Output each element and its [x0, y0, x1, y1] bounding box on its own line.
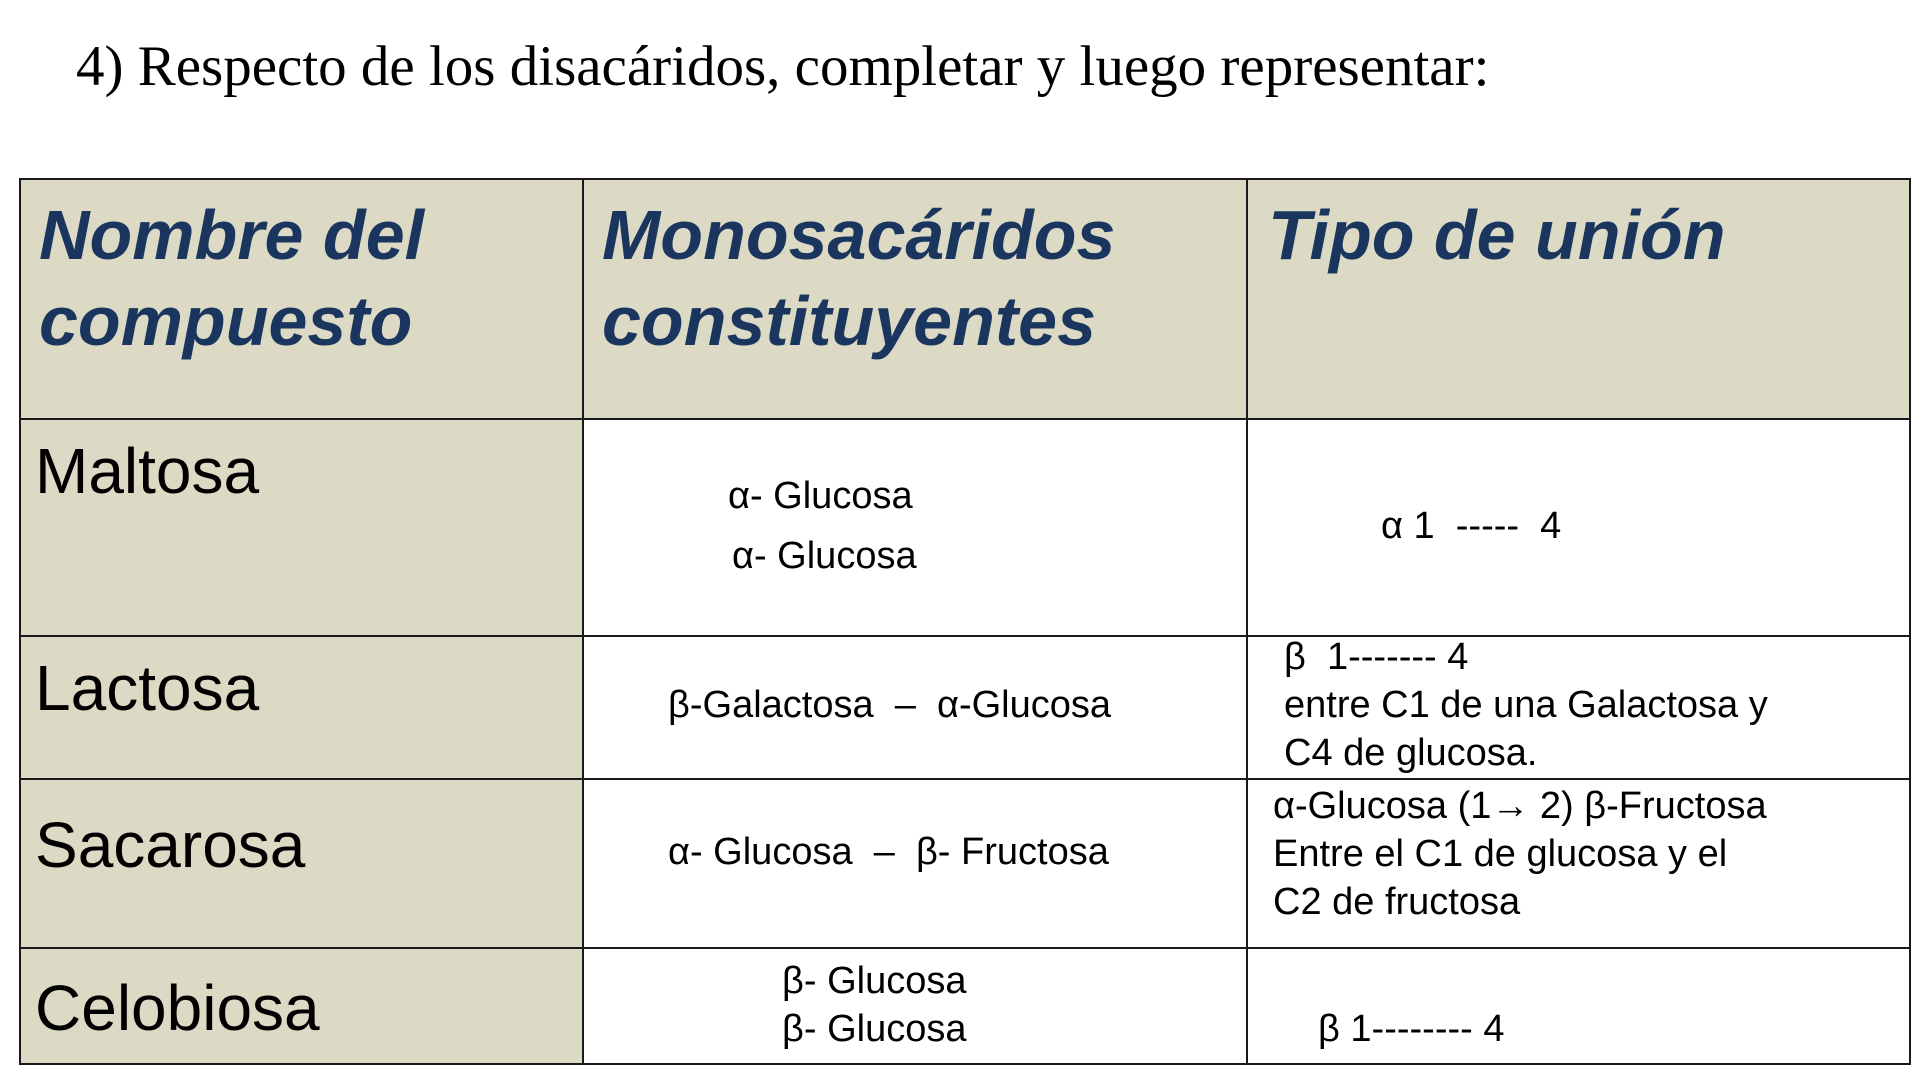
monosaccharide-line: β- Glucosa: [782, 960, 967, 1002]
compound-name: Sacarosa: [35, 809, 306, 881]
disaccharide-table: [19, 178, 1911, 1065]
monosaccharide-line: β- Glucosa: [782, 1008, 967, 1050]
header-mono-line1: Monosacáridos: [602, 196, 1116, 274]
monosaccharides-cell: [583, 779, 1247, 948]
bond-line: β 1-------- 4: [1318, 1008, 1505, 1050]
compound-name: Lactosa: [35, 652, 260, 724]
header-mono-line2: constituyentes: [602, 282, 1096, 360]
monosaccharides-cell: [583, 948, 1247, 1064]
compound-name-cell: [20, 636, 583, 779]
table-row: [20, 948, 1910, 1064]
header-name-line1: Nombre del: [39, 196, 425, 274]
bond-type-cell: [1247, 948, 1910, 1064]
monosaccharide-line: α- Glucosa – β- Fructosa: [668, 831, 1109, 873]
table-row: [20, 779, 1910, 948]
compound-name: Maltosa: [35, 435, 260, 507]
bond-line: C4 de glucosa.: [1284, 732, 1538, 774]
bond-line: β 1------- 4: [1284, 636, 1469, 678]
compound-name-cell: [20, 779, 583, 948]
monosaccharides-cell: [583, 419, 1247, 636]
bond-line: α 1 ----- 4: [1381, 505, 1562, 547]
header-name-line2: compuesto: [39, 282, 413, 360]
table-row: [20, 419, 1910, 636]
compound-name: Celobiosa: [35, 972, 320, 1044]
monosaccharides-cell: [583, 636, 1247, 779]
compound-name-cell: [20, 948, 583, 1064]
bond-type-cell: [1247, 419, 1910, 636]
bond-line: Entre el C1 de glucosa y el: [1273, 833, 1728, 875]
compound-name-cell: [20, 419, 583, 636]
header-cell-name: [20, 179, 583, 419]
bond-type-cell: [1247, 636, 1910, 779]
header-cell-bond-type: [1247, 179, 1910, 419]
bond-type-cell: [1247, 779, 1910, 948]
monosaccharide-line: β-Galactosa – α-Glucosa: [668, 684, 1111, 726]
header-cell-monosaccharides: [583, 179, 1247, 419]
bond-line: entre C1 de una Galactosa y: [1284, 684, 1768, 726]
bond-line: α-Glucosa (1→ 2) β-Fructosa: [1273, 785, 1767, 827]
header-bond-line1: Tipo de unión: [1268, 196, 1726, 274]
table-row: [20, 636, 1910, 779]
table-header-row: [20, 179, 1910, 419]
page-title: 4) Respecto de los disacáridos, completar y luego representar:: [76, 35, 1490, 98]
monosaccharide-line: α- Glucosa: [728, 475, 913, 517]
bond-line: C2 de fructosa: [1273, 881, 1521, 923]
monosaccharide-line: α- Glucosa: [732, 535, 917, 577]
